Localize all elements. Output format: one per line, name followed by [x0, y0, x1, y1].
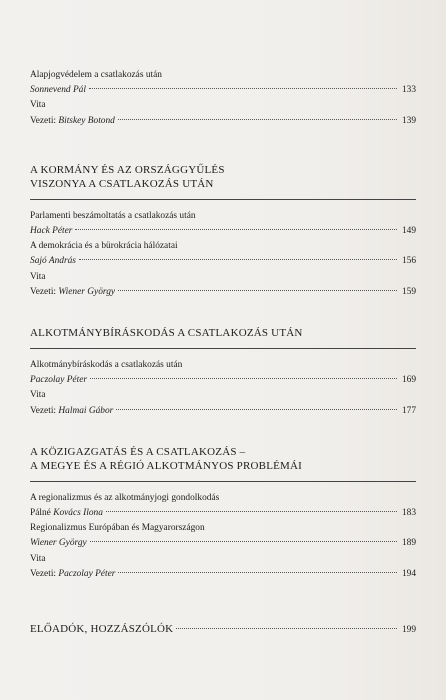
toc-entry: Regionalizmus Európában és Magyarországon — [30, 523, 205, 534]
leader-dots — [176, 627, 397, 629]
toc-entry: Pálné Kovács Ilona 183 — [30, 506, 416, 521]
toc-entry — [30, 114, 416, 129]
page-number: 133 — [401, 85, 416, 96]
table-of-contents — [30, 68, 416, 638]
toc-entry: Parlamenti beszámoltatás a csatlakozás után — [30, 210, 196, 221]
toc-entry: Vita — [30, 271, 46, 282]
page-number: 177 — [401, 405, 416, 416]
toc-entry: Hack Péter 149 — [30, 224, 416, 239]
page-number: 159 — [401, 286, 416, 297]
toc-first-block — [30, 68, 416, 129]
leader-dots — [90, 540, 397, 542]
toc-entry: Vita — [30, 390, 46, 401]
toc-entry: Sajó András 156 — [30, 254, 416, 269]
entry-author: Sonnevend Pál — [30, 85, 86, 96]
toc-entry — [30, 98, 416, 113]
entry-title: Alapjogvédelem a csatlakozás után — [30, 70, 162, 80]
page-number: 156 — [401, 256, 416, 267]
leader-dots — [106, 510, 397, 512]
section-title: ELŐADÓK, HOZZÁSZÓLÓK — [30, 623, 174, 636]
section-title: ALKOTMÁNYBÍRÁSKODÁS A CSATLAKOZÁS UTÁN — [30, 326, 416, 349]
page-number: 194 — [401, 568, 416, 579]
toc-entry: Vezeti: Halmai Gábor 177 — [30, 404, 416, 419]
page-number: 149 — [401, 226, 416, 237]
entry-title: Vita — [30, 100, 46, 111]
entry-moderator: Vezeti: Bitskey Botond — [30, 115, 115, 126]
toc-section — [30, 326, 416, 419]
page-number: 183 — [401, 508, 416, 519]
page-number: 189 — [401, 538, 416, 549]
toc-entry: Wiener György 189 — [30, 536, 416, 551]
leader-dots — [118, 571, 397, 573]
page-number: 169 — [401, 375, 416, 386]
toc-entry: A demokrácia és a bürokrácia hálózatai — [30, 241, 178, 252]
toc-entry — [30, 83, 416, 98]
toc-entry: Alkotmánybíráskodás a csatlakozás után — [30, 360, 183, 371]
page-number: 139 — [401, 115, 416, 126]
toc-entry: Vita — [30, 553, 46, 564]
toc-entry: Paczolay Péter 169 — [30, 373, 416, 388]
leader-dots — [90, 377, 397, 379]
toc-entry: Vezeti: Paczolay Péter 194 — [30, 567, 416, 582]
toc-entry: A regionalizmus és az alkotmányjogi gondolkodás — [30, 492, 220, 503]
toc-section — [30, 445, 416, 582]
leader-dots — [118, 289, 397, 291]
leader-dots — [75, 228, 397, 230]
toc-entry — [30, 68, 416, 83]
toc-entry: Vezeti: Wiener György 159 — [30, 285, 416, 300]
section-title: A KORMÁNY ÉS AZ ORSZÁGGYŰLÉS VISZONYA A CSATLAKOZÁS UTÁN — [30, 163, 416, 200]
leader-dots — [116, 408, 397, 410]
page-number: 199 — [401, 625, 416, 636]
section-title: A KÖZIGAZGATÁS ÉS A CSATLAKOZÁS – A MEGYE ÉS A RÉGIÓ ALKOTMÁNYOS PROBLÉMÁI — [30, 445, 416, 482]
leader-dots — [79, 258, 397, 260]
toc-closing-entry — [30, 622, 416, 638]
leader-dots — [118, 118, 397, 120]
toc-section — [30, 163, 416, 300]
leader-dots — [89, 87, 397, 89]
